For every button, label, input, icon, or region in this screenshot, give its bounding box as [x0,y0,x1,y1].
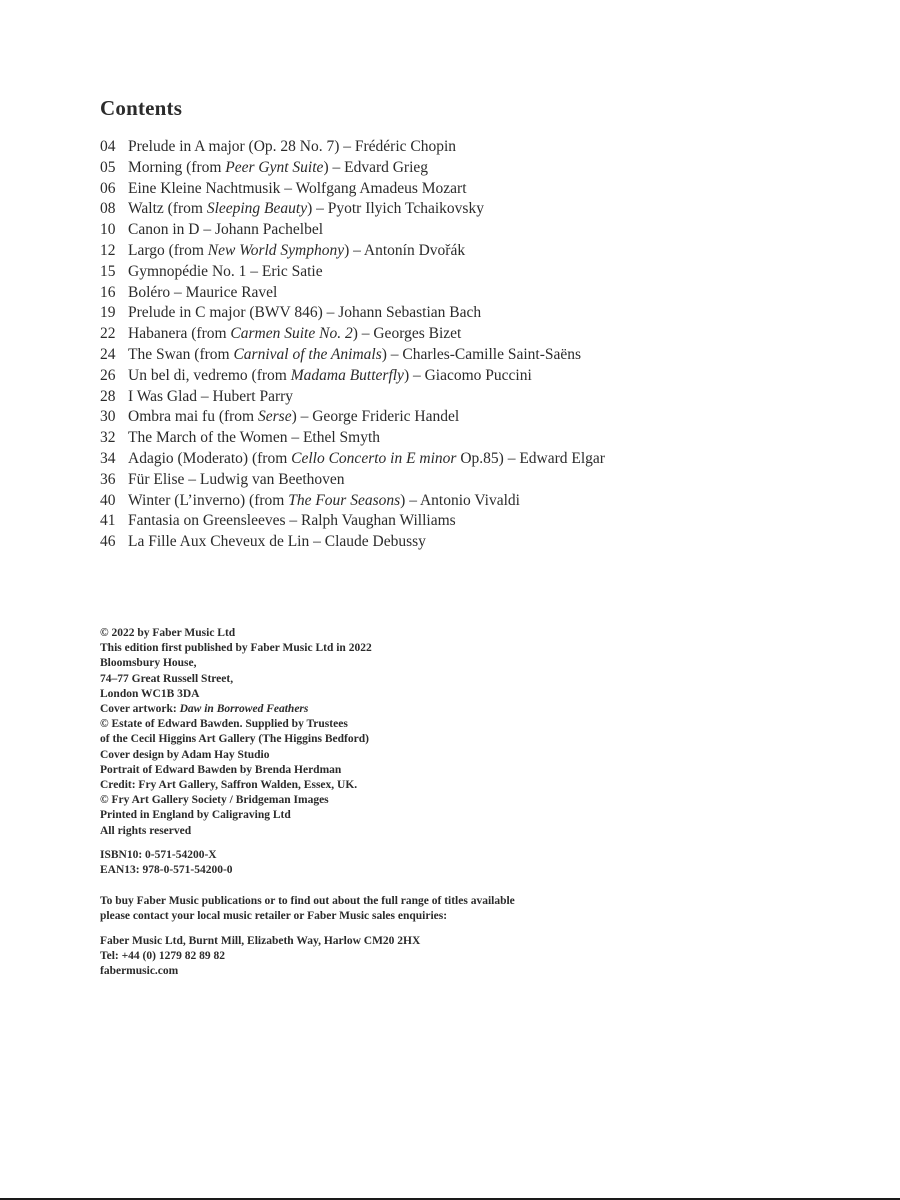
contents-section [100,96,860,553]
toc-entry [100,449,860,470]
toc-page-number: 08 [100,200,116,218]
toc-entry [100,283,860,304]
toc-entry [100,303,860,324]
toc-page-number: 36 [100,470,116,488]
toc-entry [100,262,860,283]
toc-entry [100,532,860,553]
toc-entry-text: Ombra mai fu (from [128,408,258,426]
toc-entry-text: Prelude in C major (BWV 846) – Johann Sebastian Bach [128,304,482,322]
colophon [100,626,800,979]
toc-work-title: The Four Seasons [288,491,401,509]
toc-entry-text: Prelude in A major (Op. 28 No. 7) – Frédéric Chopin [128,138,457,155]
contact-intro-line: To buy Faber Music publications or to find out about the full range of titles available [100,895,515,908]
toc-entry [100,511,860,532]
toc-entry-text: The March of the Women – Ethel Smyth [128,429,381,447]
toc-page-number: 12 [100,241,116,259]
toc-entry-text: Adagio (Moderato) (from [128,449,292,467]
credit-line: Cover design by Adam Hay Studio [100,748,270,761]
toc-page-number: 32 [100,429,116,447]
toc-entry [100,470,860,491]
toc-entry [100,407,860,428]
toc-work-title: Carnival of the Animals [233,345,382,363]
toc-entry-text: Habanera (from [128,325,231,343]
credit-line: Printed in England by Caligraving Ltd [100,809,291,822]
toc-work-title: Sleeping Beauty [206,200,308,218]
address-line: London WC1B 3DA [100,687,200,700]
toc-entry-text: Fantasia on Greensleeves – Ralph Vaughan Williams [128,512,456,530]
toc-entry-text: ) – Pyotr Ilyich Tchaikovsky [307,200,484,218]
toc-entry-text: Morning (from [128,158,226,176]
address-line: 74–77 Great Russell Street, [100,672,234,685]
toc-entry [100,199,860,220]
toc-entry [100,179,860,200]
contact-intro-line: please contact your local music retailer or Faber Music sales enquiries: [100,910,448,923]
copyright-line: © 2022 by Faber Music Ltd [100,627,236,639]
ean13-line: EAN13: 978-0-571-54200-0 [100,864,233,877]
toc-page-number: 46 [100,533,116,551]
cover-artwork-line [100,702,800,717]
toc-entry [100,387,860,408]
toc-work-title: New World Symphony [207,241,345,259]
toc-work-title: Carmen Suite No. 2 [230,325,353,343]
toc-entry [100,428,860,449]
contact-phone-line: Tel: +44 (0) 1279 82 89 82 [100,949,225,962]
contact-website-link[interactable]: fabermusic.com [100,965,179,978]
toc-entry-text: ) – Charles-Camille Saint-Saëns [381,345,582,363]
credit-line: © Fry Art Gallery Society / Bridgeman Images [100,794,329,807]
toc-entry-text: Largo (from [128,241,208,259]
toc-entry-text: Für Elise – Ludwig van Beethoven [128,470,345,488]
toc-page-number: 04 [100,138,116,155]
toc-entry-text: La Fille Aux Cheveux de Lin – Claude Debussy [128,533,426,551]
toc-entry-text: I Was Glad – Hubert Parry [128,387,294,405]
toc-entry-text: Waltz (from [128,200,207,218]
toc-entry-text: Boléro – Maurice Ravel [128,283,278,301]
toc-entry-text: Op.85) – Edward Elgar [456,449,605,467]
toc-entry [100,366,860,387]
toc-entry [100,158,860,179]
toc-page-number: 34 [100,449,116,467]
address-line: Bloomsbury House, [100,657,197,670]
toc-page-number: 41 [100,512,116,530]
contents-list [100,137,860,553]
toc-entry-text: ) – Antonín Dvořák [344,241,466,259]
toc-work-title: Peer Gynt Suite [225,158,324,176]
toc-entry-text: Winter (L’inverno) (from [128,491,289,509]
toc-page-number: 28 [100,387,116,405]
credit-line: Portrait of Edward Bawden by Brenda Herdman [100,763,342,776]
toc-page-number: 24 [100,345,116,363]
toc-entry-text: ) – Antonio Vivaldi [400,491,520,509]
toc-work-title: Serse [258,408,292,426]
toc-work-title: Madama Butterfly [290,366,404,384]
toc-work-title: Cello Concerto in E minor [291,449,457,467]
toc-page-number: 40 [100,491,116,509]
credit-line: of the Cecil Higgins Art Gallery (The Higgins Bedford) [100,733,369,746]
toc-entry [100,324,860,345]
toc-page-number: 16 [100,283,116,301]
toc-entry-text: Eine Kleine Nachtmusik – Wolfgang Amadeus Mozart [128,179,467,197]
toc-entry-text: ) – Giacomo Puccini [403,366,532,384]
toc-entry-text: ) – George Frideric Handel [291,408,460,426]
toc-page-number: 30 [100,408,116,426]
edition-line: This edition first published by Faber Music Ltd in 2022 [100,642,372,655]
isbn10-line: ISBN10: 0-571-54200-X [100,848,217,861]
toc-page-number: 10 [100,221,116,239]
credit-line: All rights reserved [100,824,192,837]
toc-page-number: 05 [100,158,116,176]
toc-entry [100,241,860,262]
page-title: Contents [100,96,183,120]
toc-entry-text: The Swan (from [128,345,234,363]
contact-address-line: Faber Music Ltd, Burnt Mill, Elizabeth Way, Harlow CM20 2HX [100,934,421,947]
toc-page-number: 26 [100,366,116,384]
cover-artwork-title: Daw in Borrowed Feathers [179,703,309,716]
toc-entry [100,220,860,241]
toc-entry-text: Un bel di, vedremo (from [128,366,291,384]
toc-entry-text: Canon in D – Johann Pachelbel [128,221,324,239]
toc-entry-text: Gymnopédie No. 1 – Eric Satie [128,262,323,280]
toc-entry-text: ) – Edvard Grieg [323,158,429,176]
toc-page-number: 22 [100,325,116,343]
toc-entry [100,137,860,158]
credit-line: © Estate of Edward Bawden. Supplied by Trustees [100,718,348,731]
credit-line: Credit: Fry Art Gallery, Saffron Walden, Essex, UK. [100,779,358,792]
toc-page-number: 19 [100,304,116,322]
cover-artwork-label: Cover artwork: [100,703,180,716]
toc-page-number: 06 [100,179,116,197]
toc-entry [100,491,860,512]
toc-entry-text: ) – Georges Bizet [352,325,462,343]
toc-entry [100,345,860,366]
toc-page-number: 15 [100,262,116,280]
